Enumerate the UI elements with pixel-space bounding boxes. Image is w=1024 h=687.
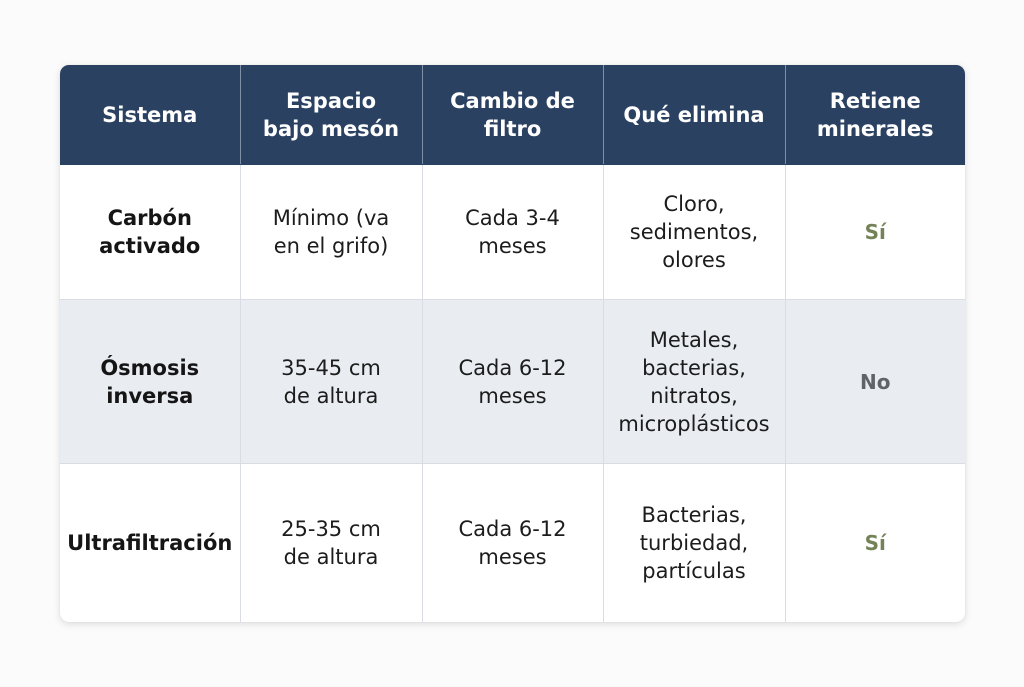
cell-retains-minerals: Sí	[785, 464, 965, 623]
cell-removes: Cloro, sedimentos, olores	[603, 165, 785, 300]
comparison-table	[60, 65, 965, 622]
cell-filter-change: Cada 6-12 meses	[422, 464, 603, 623]
header-cambio-de-filtro: Cambio de filtro	[422, 66, 603, 165]
cell-filter-change: Cada 6-12 meses	[422, 300, 603, 464]
comparison-table-card	[60, 65, 965, 622]
cell-removes: Metales, bacterias, nitratos, microplásticos	[603, 300, 785, 464]
cell-system: Carbón activado	[60, 165, 240, 300]
table-header	[60, 66, 965, 165]
cell-removes: Bacterias, turbiedad, partículas	[603, 464, 785, 623]
header-sistema: Sistema	[60, 66, 240, 165]
cell-system: Ósmosis inversa	[60, 300, 240, 464]
cell-filter-change: Cada 3-4 meses	[422, 165, 603, 300]
cell-space: 35-45 cm de altura	[240, 300, 422, 464]
table-row-ultrafiltracion	[60, 464, 965, 623]
header-retiene-minerales: Retiene minerales	[785, 66, 965, 165]
cell-space: 25-35 cm de altura	[240, 464, 422, 623]
header-row	[60, 66, 965, 165]
cell-retains-minerals: No	[785, 300, 965, 464]
cell-space: Mínimo (va en el grifo)	[240, 165, 422, 300]
cell-retains-minerals: Sí	[785, 165, 965, 300]
table-row-carbon-activado	[60, 165, 965, 300]
table-body	[60, 165, 965, 623]
header-espacio-bajo-meson: Espacio bajo mesón	[240, 66, 422, 165]
header-que-elimina: Qué elimina	[603, 66, 785, 165]
table-row-osmosis-inversa	[60, 300, 965, 464]
cell-system: Ultrafiltración	[60, 464, 240, 623]
